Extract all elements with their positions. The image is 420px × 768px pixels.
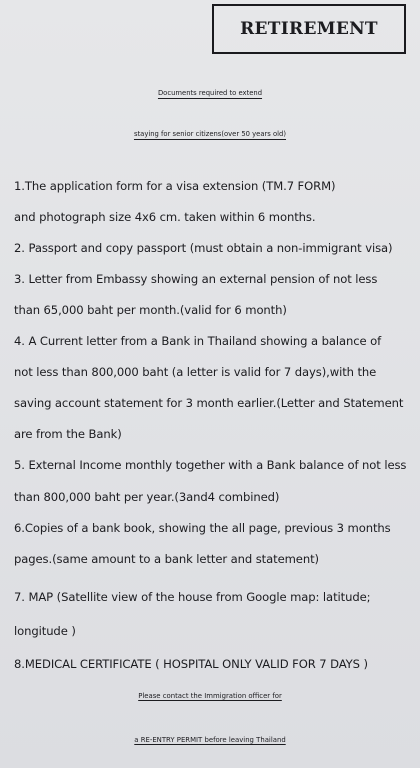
requirement-line: than 65,000 baht per month.(valid for 6 month) [14, 303, 287, 317]
document-title-line-1: Documents required to extend [157, 89, 263, 97]
requirement-line: 1.The application form for a visa extension (TM.7 FORM) [14, 179, 336, 193]
requirement-line: 3. Letter from Embassy showing an external pension of not less [14, 272, 378, 286]
document-title-line-2: staying for senior citizens(over 50 years old) [133, 130, 287, 138]
footer-notice-line-1: Please contact the Immigration officer for [138, 692, 282, 700]
requirement-line: saving account statement for 3 month earlier.(Letter and Statement [14, 396, 404, 410]
requirement-line: 2. Passport and copy passport (must obtain a non-immigrant visa) [14, 241, 393, 255]
requirement-line: not less than 800,000 baht (a letter is valid for 7 days),with the [14, 365, 377, 379]
requirement-line: 6.Copies of a bank book, showing the all page, previous 3 months [14, 521, 391, 535]
footer-notice-line-2: a RE-ENTRY PERMIT before leaving Thailand [134, 736, 286, 744]
requirement-line: pages.(same amount to a bank letter and statement) [14, 552, 319, 566]
requirement-line: 4. A Current letter from a Bank in Thailand showing a balance of [14, 334, 382, 348]
requirement-line: are from the Bank) [14, 427, 122, 441]
retirement-label: RETIREMENT [240, 19, 378, 39]
requirement-line: 7. MAP (Satellite view of the house from Google map: latitude; [14, 590, 371, 604]
requirement-line: 8.MEDICAL CERTIFICATE ( HOSPITAL ONLY VALID FOR 7 DAYS ) [14, 657, 368, 671]
requirement-line: 5. External Income monthly together with a Bank balance of not less [14, 458, 407, 472]
requirement-line: longitude ) [14, 624, 76, 638]
requirement-line: and photograph size 4x6 cm. taken within 6 months. [14, 210, 316, 224]
retirement-label-box [212, 4, 406, 54]
requirement-line: than 800,000 baht per year.(3and4 combined) [14, 490, 280, 504]
